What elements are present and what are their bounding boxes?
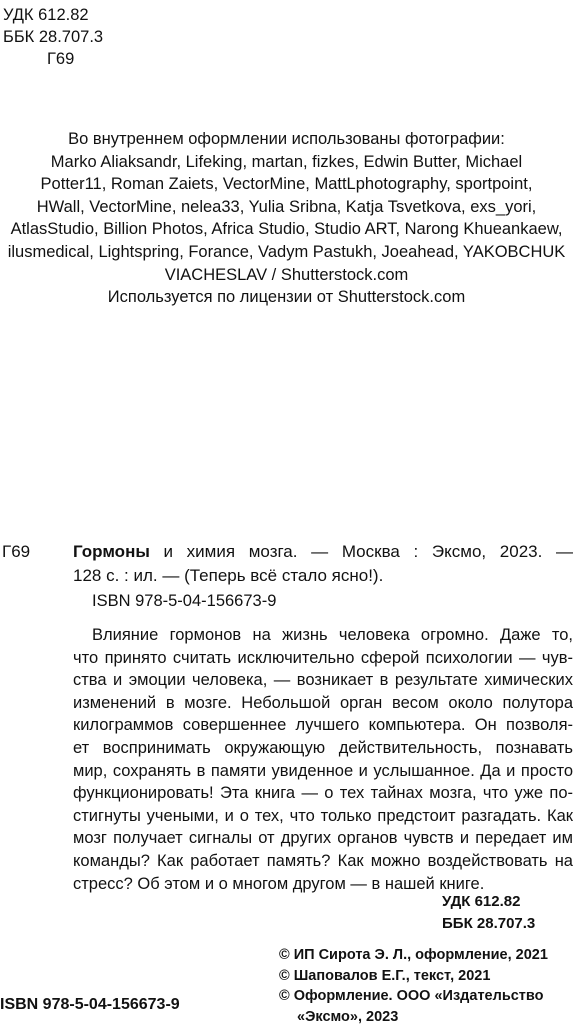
bbk-code: ББК 28.707.3: [3, 26, 103, 48]
copyright-line: «Эксмо», 2023: [279, 1007, 548, 1027]
copyright-line: © ИП Сирота Э. Л., оформление, 2021: [279, 945, 548, 966]
classification-codes-bottom: [442, 891, 535, 935]
isbn-entry: ISBN 978-5-04-156673-9: [92, 591, 276, 611]
abstract-line: мир, сохранять в памяти увиденное и услышанное. Да и просто: [73, 760, 573, 783]
credits-line: VIACHESLAV / Shutterstock.com: [0, 264, 573, 287]
classification-codes-top: [3, 4, 103, 70]
credits-line: Potter11, Roman Zaiets, VectorMine, MattLphotography, sportpoint,: [0, 173, 573, 196]
book-title: Гормоны: [73, 542, 150, 561]
abstract-line: Влияние гормонов на жизнь человека огромно. Даже то,: [73, 624, 573, 647]
bibliographic-entry: [73, 540, 573, 588]
copyright-line: © Оформление. ООО «Издательство: [279, 986, 548, 1007]
credits-line: HWall, VectorMine, nelea33, Yulia Sribna, Katja Tsvetkova, exs_yori,: [0, 196, 573, 219]
credits-line: Используется по лицензии от Shutterstock.com: [0, 286, 573, 309]
credits-line: AtlasStudio, Billion Photos, Africa Studio, Studio ART, Narong Khueankaew,: [0, 218, 573, 241]
entry-series-line: 128 с. : ил. — (Теперь всё стало ясно!).: [73, 564, 573, 588]
entry-author-mark: Г69: [2, 542, 30, 562]
abstract-line: изменений в мозге. Небольшой орган весом около полутора: [73, 692, 573, 715]
abstract-line: стигнуты учеными, и о тех, что только предстоит разгадать. Как: [73, 805, 573, 828]
bbk-code: ББК 28.707.3: [442, 913, 535, 935]
abstract-line: функционировать! Эта книга — о тех тайнах мозга, что уже по-: [73, 782, 573, 805]
abstract-line: стресс? Об этом и о многом другом — в нашей книге.: [73, 873, 573, 896]
credits-line: Marko Aliaksandr, Lifeking, martan, fizkes, Edwin Butter, Michael: [0, 151, 573, 174]
copyright-notices: [279, 945, 548, 1027]
udk-code: УДК 612.82: [442, 891, 535, 913]
copyright-line: © Шаповалов Е.Г., текст, 2021: [279, 966, 548, 987]
photo-credits: [0, 128, 573, 309]
udk-code: УДК 612.82: [3, 4, 103, 26]
credits-line: ilusmedical, Lightspring, Forance, Vadym Pastukh, Joeahead, YAKOBCHUK: [0, 241, 573, 264]
entry-title-line: [73, 540, 573, 564]
author-mark: Г69: [3, 48, 103, 70]
abstract: [73, 624, 573, 895]
abstract-line: ет воспринимать окружающую действительность, познавать: [73, 737, 573, 760]
abstract-line: килограммов совершеннее лучшего компьютера. Он позволя-: [73, 714, 573, 737]
entry-title-rest: и химия мозга. — Москва : Эксмо, 2023. —: [150, 542, 573, 561]
credits-line: Во внутреннем оформлении использованы фотографии:: [0, 128, 573, 151]
abstract-line: мозг получает сигналы от других органов чувств и передает им: [73, 827, 573, 850]
abstract-line: что принято считать исключительно сферой психологии — чув-: [73, 647, 573, 670]
isbn-bottom: ISBN 978-5-04-156673-9: [0, 996, 180, 1014]
abstract-line: команды? Как работает память? Как можно воздействовать на: [73, 850, 573, 873]
abstract-line: ства и эмоции человека, — возникает в результате химических: [73, 669, 573, 692]
